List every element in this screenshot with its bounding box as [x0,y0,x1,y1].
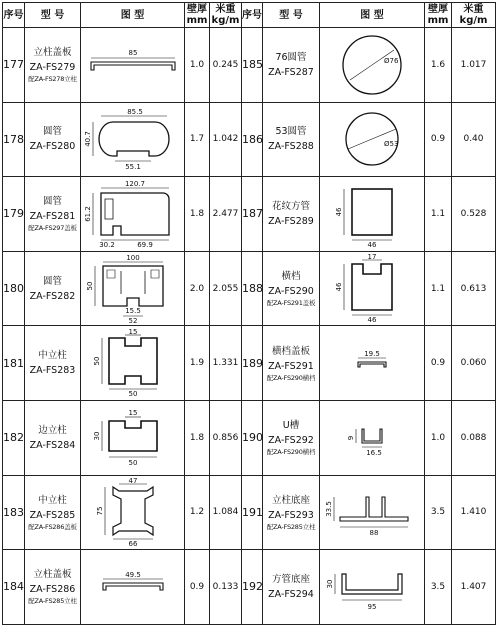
dim-label: 55.1 [124,163,141,172]
profile-name: 中立柱 [38,350,67,362]
profile-code: ZA-FS285 [29,509,76,521]
seq-cell: 182 [3,400,25,475]
model-cell [25,475,81,550]
figure-cell [81,28,185,103]
profile-code: ZA-FS287 [268,66,314,78]
profile-name: 圆管 [42,275,62,287]
profile-name: 立柱盖板 [33,569,72,581]
table-row [3,177,496,252]
model-header: 型 号 [25,3,81,28]
table-row [3,550,496,625]
model-cell [263,550,320,625]
post-base-drawing [322,477,422,547]
profile-code: ZA-FS294 [268,588,314,600]
seq-cell: 180 [3,251,25,326]
profile-note: 配ZA-FS290横档 [266,373,316,382]
wall-thickness-cell: 1.0 [185,28,210,103]
dim-label: 120.7 [124,179,145,188]
dim-label: 9 [347,435,355,440]
profile-code: ZA-FS282 [29,290,76,302]
model-cell [25,28,81,103]
wall-thickness-cell: 1.1 [425,251,452,326]
profile-table [2,2,496,625]
table-row [3,251,496,326]
weight-header [210,3,242,28]
dim-label: 85 [128,48,137,57]
seq-cell: 188 [242,251,263,326]
seq-cell: 185 [242,28,263,103]
dim-label: 66 [128,540,137,548]
profile-name: 花纹方管 [271,200,310,212]
weight-header [452,3,496,28]
model-cell [263,326,320,401]
seq-cell: 191 [242,475,263,550]
model-cell [25,326,81,401]
dim-label: 50 [128,390,137,399]
weight-cell: 1.331 [210,326,242,401]
figure-cell [81,326,185,401]
dim-label: 95 [367,602,377,611]
figure-cell [320,326,425,401]
profile-name: 方管底座 [271,573,310,585]
weight-cell: 1.042 [210,102,242,177]
seq-cell: 178 [3,102,25,177]
profile-name: 立柱盖板 [33,47,72,59]
dim-label: 40.7 [83,131,92,148]
figure-cell [320,550,425,625]
profile-code: ZA-FS279 [29,62,76,74]
large-tube-drawing [83,179,183,249]
figure-cell [320,475,425,550]
profile-code: ZA-FS292 [268,435,314,447]
rail-tube-drawing [83,254,183,324]
wall-thickness-cell: 1.9 [185,326,210,401]
dim-label: 17 [367,253,377,261]
figure-cell [81,251,185,326]
seq-cell: 192 [242,550,263,625]
model-cell [25,102,81,177]
dim-label: 19.5 [364,350,380,359]
dim-label: 15.5 [124,306,141,315]
dim-label: 16.5 [366,448,382,457]
figure-cell [81,475,185,550]
wall-thickness-cell: 3.5 [425,475,452,550]
seq-cell: 187 [242,177,263,252]
profile-name: 边立柱 [38,424,67,436]
weight-cell: 0.060 [452,326,496,401]
profile-name: 76圆管 [275,51,307,63]
dim-label: 75 [95,506,104,516]
profile-note: 配ZA-FS290横档 [266,448,316,457]
model-cell [263,251,320,326]
wall-thickness-cell: 0.9 [185,550,210,625]
profile-note: 配ZA-FS297盖板 [28,224,77,233]
wall-header-label: 壁厚 [428,4,448,15]
weight-cell: 1.407 [452,550,496,625]
seq-header: 序号 [3,3,25,28]
profile-code: ZA-FS293 [268,509,314,521]
profile-code: ZA-FS291 [268,360,314,372]
dim-label: 33.5 [325,501,333,518]
profile-code: ZA-FS280 [29,141,76,153]
model-cell [263,475,320,550]
seq-cell: 177 [3,28,25,103]
dim-label: Ø53 [384,140,399,149]
weight-cell: 0.613 [452,251,496,326]
dim-label: 85.5 [126,108,143,117]
crossbar-drawing [322,254,422,324]
weight-cell: 0.528 [452,177,496,252]
dim-label: 47 [128,477,137,486]
seq-cell: 179 [3,177,25,252]
middle-post-drawing [83,328,183,398]
profile-note: 配ZA-FS286盖板 [28,522,77,531]
model-cell [25,400,81,475]
weight-cell: 0.245 [210,28,242,103]
dim-label: 88 [369,529,379,538]
i-post-drawing [83,477,183,547]
profile-name: 横档 [281,271,301,283]
cover-plate-drawing [83,30,183,100]
dim-label: 46 [367,315,377,324]
model-cell [263,400,320,475]
wall-thickness-cell: 1.7 [185,102,210,177]
wall-thickness-cell: 3.5 [425,550,452,625]
model-header: 型 号 [263,3,320,28]
weight-cell: 1.017 [452,28,496,103]
seq-header: 序号 [242,3,263,28]
dim-label: 15 [128,408,137,417]
dim-label: 69.9 [136,240,153,249]
dim-label: 46 [335,282,343,292]
dim-label: 50 [85,281,94,291]
dim-label: 30.2 [98,240,115,249]
profile-name: 圆管 [42,126,62,138]
profile-catalog-sheet [2,2,495,624]
figure-cell [81,177,185,252]
wall-header [425,3,452,28]
table-row [3,326,496,401]
figure-cell [81,102,185,177]
wall-thickness-cell: 1.1 [425,177,452,252]
wall-thickness-cell: 1.0 [425,400,452,475]
seq-cell: 184 [3,550,25,625]
dim-label: 50 [92,356,101,366]
model-cell [25,550,81,625]
figure-cell [320,177,425,252]
wall-thickness-cell: 1.8 [185,400,210,475]
dim-label: 50 [128,458,137,467]
model-cell [25,177,81,252]
weight-header-label: 米重 [215,4,236,15]
weight-cell: 2.055 [210,251,242,326]
profile-name: 53圆管 [275,126,307,138]
side-post-drawing [83,403,183,473]
profile-name: U槽 [282,420,300,432]
seq-cell: 189 [242,326,263,401]
dim-label: 52 [128,316,137,324]
header-row [3,3,496,28]
wall-thickness-cell: 2.0 [185,251,210,326]
seq-cell: 183 [3,475,25,550]
profile-code: ZA-FS284 [29,439,76,451]
model-cell [263,177,320,252]
weight-cell: 0.40 [452,102,496,177]
table-row [3,28,496,103]
weight-cell: 1.084 [210,475,242,550]
figure-cell [81,400,185,475]
oval-tube-drawing [83,104,183,174]
profile-code: ZA-FS286 [29,584,76,596]
profile-name: 中立柱 [38,494,67,506]
wall-thickness-cell: 0.9 [425,102,452,177]
dim-label: 30 [92,431,101,441]
figure-cell [320,400,425,475]
round-tube-drawing [322,104,422,174]
dim-label: 46 [335,207,343,217]
weight-header-unit: kg/m [211,15,240,26]
profile-name: 圆管 [42,196,62,208]
profile-code: ZA-FS290 [268,286,314,298]
weight-cell: 0.088 [452,400,496,475]
profile-name: 横档盖板 [271,345,310,357]
model-cell [263,102,320,177]
cover-plate-drawing [83,552,183,622]
tube-base-drawing [322,552,422,622]
weight-header-label: 米重 [463,4,484,15]
wall-header-unit: mm [186,15,208,26]
profile-name: 立柱底座 [271,494,310,506]
model-cell [25,251,81,326]
u-channel-drawing [322,403,422,473]
wall-thickness-cell: 1.8 [185,177,210,252]
seq-cell: 190 [242,400,263,475]
weight-cell: 0.856 [210,400,242,475]
wall-thickness-cell: 0.9 [425,326,452,401]
dim-label: Ø76 [384,56,399,65]
wall-thickness-cell: 1.2 [185,475,210,550]
table-row [3,475,496,550]
seq-cell: 181 [3,326,25,401]
dim-label: 100 [125,253,140,262]
model-cell [263,28,320,103]
crossbar-cover-drawing [322,328,422,398]
dim-label: 46 [367,240,377,249]
figure-cell [320,251,425,326]
figure-cell [81,550,185,625]
seq-cell: 186 [242,102,263,177]
figure-header: 图 型 [320,3,425,28]
figure-header: 图 型 [81,3,185,28]
table-row [3,400,496,475]
weight-cell: 0.133 [210,550,242,625]
profile-code: ZA-FS281 [29,211,76,223]
profile-code: ZA-FS283 [29,365,76,377]
dim-label: 30 [326,579,334,589]
figure-cell [320,102,425,177]
wall-header [185,3,210,28]
figure-cell [320,28,425,103]
profile-note: 配ZA-FS285立柱 [28,597,77,606]
dim-label: 15 [128,328,137,337]
wall-thickness-cell: 1.6 [425,28,452,103]
profile-code: ZA-FS288 [268,141,314,153]
profile-note: 配ZA-FS278立柱 [28,75,77,84]
dim-label: 61.2 [83,206,92,222]
round-tube-drawing [322,30,422,100]
profile-note: 配ZA-FS291盖板 [266,299,316,308]
profile-note: 配ZA-FS285立柱 [266,522,316,531]
weight-header-unit: kg/m [459,15,488,26]
weight-cell: 1.410 [452,475,496,550]
square-tube-drawing [322,179,422,249]
dim-label: 49.5 [124,570,141,579]
wall-header-label: 壁厚 [187,4,207,15]
weight-cell: 2.477 [210,177,242,252]
profile-code: ZA-FS289 [268,215,314,227]
table-row [3,102,496,177]
wall-header-unit: mm [427,15,449,26]
